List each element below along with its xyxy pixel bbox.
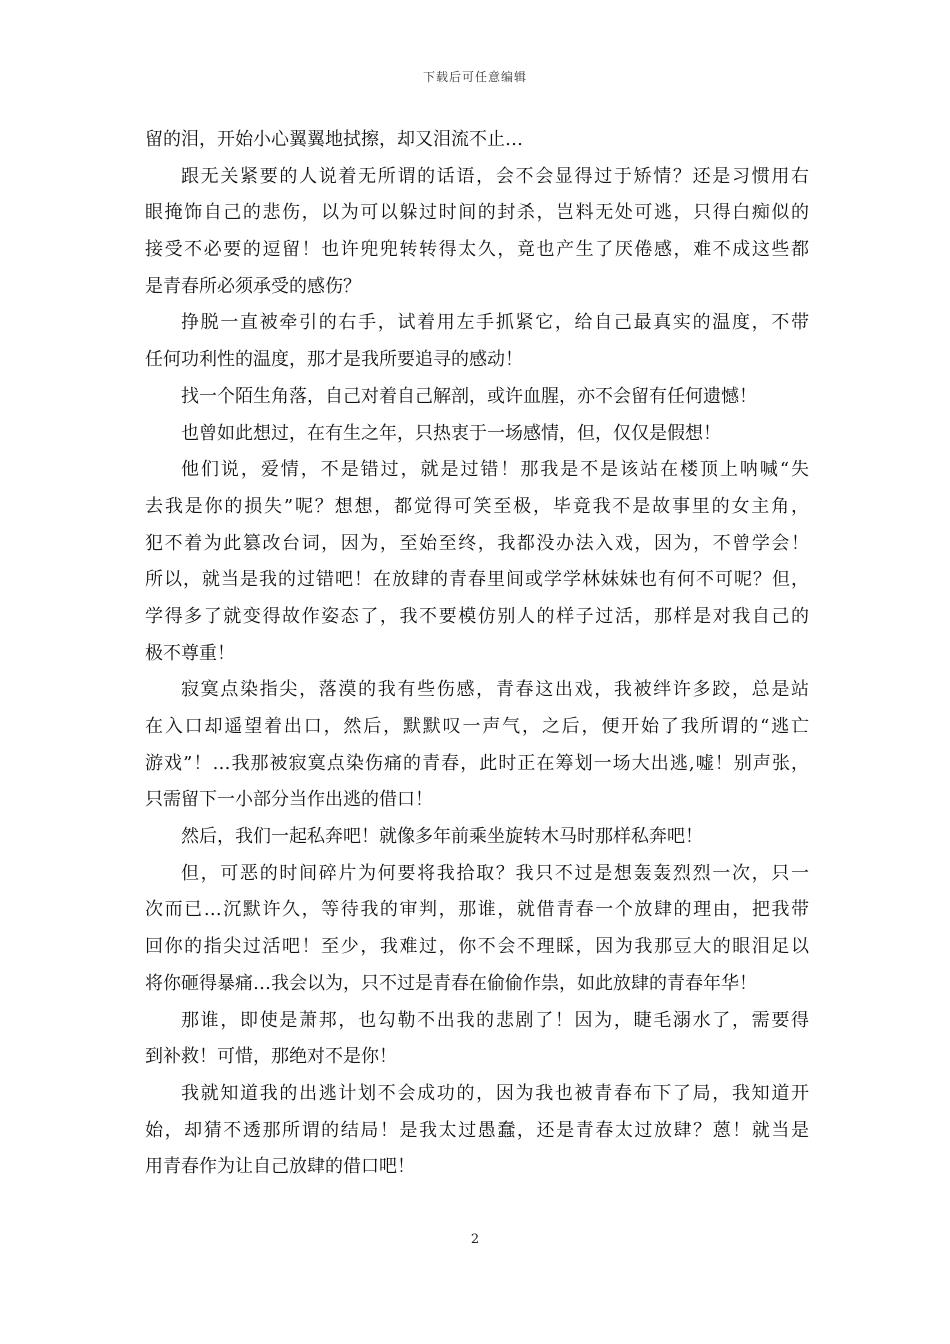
paragraph-line: 然后，我们一起私奔吧！就像多年前乘坐旋转木马时那样私奔吧！ xyxy=(181,826,703,848)
paragraph-line: 那谁，即使是萧邦，也勾勒不出我的悲剧了！因为，睫毛溺水了，需要得 xyxy=(181,1009,809,1031)
paragraph-line: 在入口却遥望着出口，然后，默默叹一声气，之后，便开始了我所谓的“逃亡 xyxy=(145,716,809,737)
paragraph-line: 跟无关紧要的人说着无所谓的话语，会不会显得过于矫情？还是习惯用右 xyxy=(181,165,809,187)
paragraph-line: 寂寞点染指尖，落漠的我有些伤感，青春这出戏，我被绊许多跤，总是站 xyxy=(181,679,809,701)
paragraph-line: 也曾如此想过，在有生之年，只热衷于一场感情，但，仅仅是假想！ xyxy=(181,422,721,444)
paragraph-line: 是青春所必须承受的感伤？ xyxy=(145,275,361,297)
paragraph-line: 但，可恶的时间碎片为何要将我拾取？我只不过是想轰轰烈烈一次，只一 xyxy=(181,862,809,884)
paragraph-line: 我就知道我的出逃计划不会成功的，因为我也被青春布下了局，我知道开 xyxy=(181,1082,809,1104)
paragraph-line: 只需留下一小部分当作出逃的借口！ xyxy=(145,789,433,811)
document-body xyxy=(145,122,809,1186)
paragraph-line: 任何功利性的温度，那才是我所要追寻的感动！ xyxy=(145,349,523,371)
paragraph-line: 挣脱一直被牵引的右手，试着用左手抓紧它，给自己最真实的温度，不带 xyxy=(181,312,809,334)
paragraph-line: 始，却猜不透那所谓的结局！是我太过愚蠢，还是青春太过放肆？蒽！就当是 xyxy=(145,1119,809,1141)
page-header: 下载后可任意编辑 xyxy=(422,70,527,84)
paragraph-line: 次而已…沉默许久，等待我的审判，那谁，就借青春一个放肆的理由，把我带 xyxy=(145,899,809,921)
page-number: 2 xyxy=(470,1232,480,1247)
paragraph-line: 所以，就当是我的过错吧！在放肆的青春里间或学学林妹妹也有何不可呢？但， xyxy=(145,569,809,591)
paragraph-line: 找一个陌生角落，自己对着自己解剖，或许血腥，亦不会留有任何遗憾！ xyxy=(181,385,757,407)
paragraph-line: 接受不必要的逗留！也许兜兜转转得太久，竟也产生了厌倦感，难不成这些都 xyxy=(145,239,809,261)
paragraph-line: 游戏”！…我那被寂寞点染伤痛的青春，此时正在筹划一场大出逃,嘘！别声张， xyxy=(145,752,809,774)
paragraph-line: 到补救！可惜，那绝对不是你！ xyxy=(145,1046,397,1068)
paragraph-line: 他们说，爱情，不是错过，就是过错！那我是不是该站在楼顶上呐喊“失 xyxy=(181,459,809,481)
paragraph-line: 犯不着为此篡改台词，因为，至始至终，我都没办法入戏，因为，不曾学会！ xyxy=(145,532,809,554)
paragraph-line: 用青春作为让自己放肆的借口吧！ xyxy=(145,1156,415,1178)
paragraph-line: 去我是你的损失”呢？想想，都觉得可笑至极，毕竟我不是故事里的女主角， xyxy=(145,495,809,517)
paragraph-line: 将你砸得暴痛…我会以为，只不过是青春在偷偷作祟，如此放肆的青春年华！ xyxy=(145,972,757,994)
paragraph-line: 留的泪，开始小心翼翼地拭擦，却又泪流不止… xyxy=(145,129,523,150)
paragraph-line: 回你的指尖过活吧！至少，我难过，你不会不理睬，因为我那豆大的眼泪足以 xyxy=(145,936,809,958)
paragraph-line: 学得多了就变得故作姿态了，我不要模仿别人的样子过活，那样是对我自己的 xyxy=(145,605,809,627)
paragraph-line: 极不尊重！ xyxy=(145,642,235,664)
paragraph-line: 眼掩饰自己的悲伤，以为可以躲过时间的封杀，岂料无处可逃，只得白痴似的 xyxy=(145,202,809,224)
